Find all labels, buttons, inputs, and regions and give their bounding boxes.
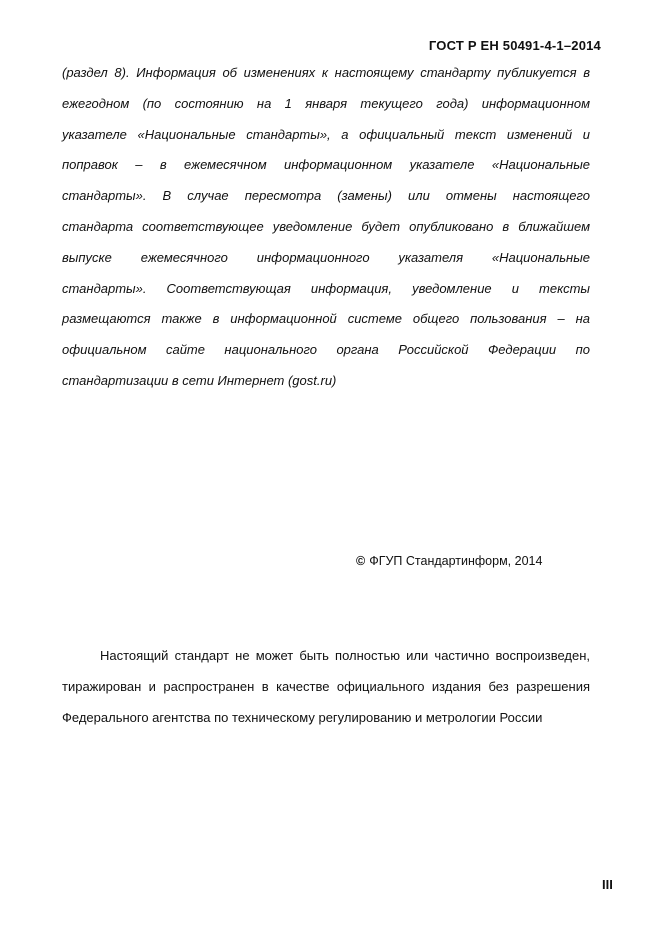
- legal-line: Настоящий стандарт не может быть полностью или частично воспроизведен,: [100, 648, 590, 663]
- copyright-text: ФГУП Стандартинформ, 2014: [369, 554, 543, 568]
- notice-line: поправок – в ежемесячном информационном указателе «Национальные: [62, 157, 590, 173]
- document-header: ГОСТ Р ЕН 50491-4-1–2014: [428, 38, 601, 53]
- notice-line: официальном сайте национального органа Российской Федерации по: [62, 342, 590, 358]
- notice-line: стандарты». Соответствующая информация, уведомление и тексты: [62, 280, 590, 296]
- notice-line: стандарты». В случае пересмотра (замены) или отмены настоящего: [62, 188, 590, 204]
- notice-line: указателе «Национальные стандарты», а официальный текст изменений и: [62, 126, 590, 142]
- copyright-icon: ©: [356, 554, 366, 568]
- notice-line: размещаются также в информационной системе общего пользования – на: [62, 311, 590, 327]
- amendments-notice-paragraph: [62, 58, 590, 397]
- notice-line: стандарта соответствующее уведомление будет опубликовано в ближайшем: [62, 218, 590, 234]
- legal-line: тиражирован и распространен в качестве официального издания без разрешения: [62, 678, 590, 694]
- notice-line: стандартизации в сети Интернет (gost.ru): [62, 372, 337, 388]
- notice-line: выпуске ежемесячного информационного указателя «Национальные: [62, 249, 590, 265]
- notice-line: (раздел 8). Информация об изменениях к настоящему стандарту публикуется в: [62, 65, 590, 80]
- reproduction-restriction-paragraph: [62, 641, 590, 733]
- notice-line: ежегодном (по состоянию на 1 января текущего года) информационном: [62, 95, 590, 111]
- page-number: III: [602, 877, 613, 892]
- legal-line: Федерального агентства по техническому регулированию и метрологии России: [62, 709, 543, 725]
- copyright-notice: [356, 554, 542, 568]
